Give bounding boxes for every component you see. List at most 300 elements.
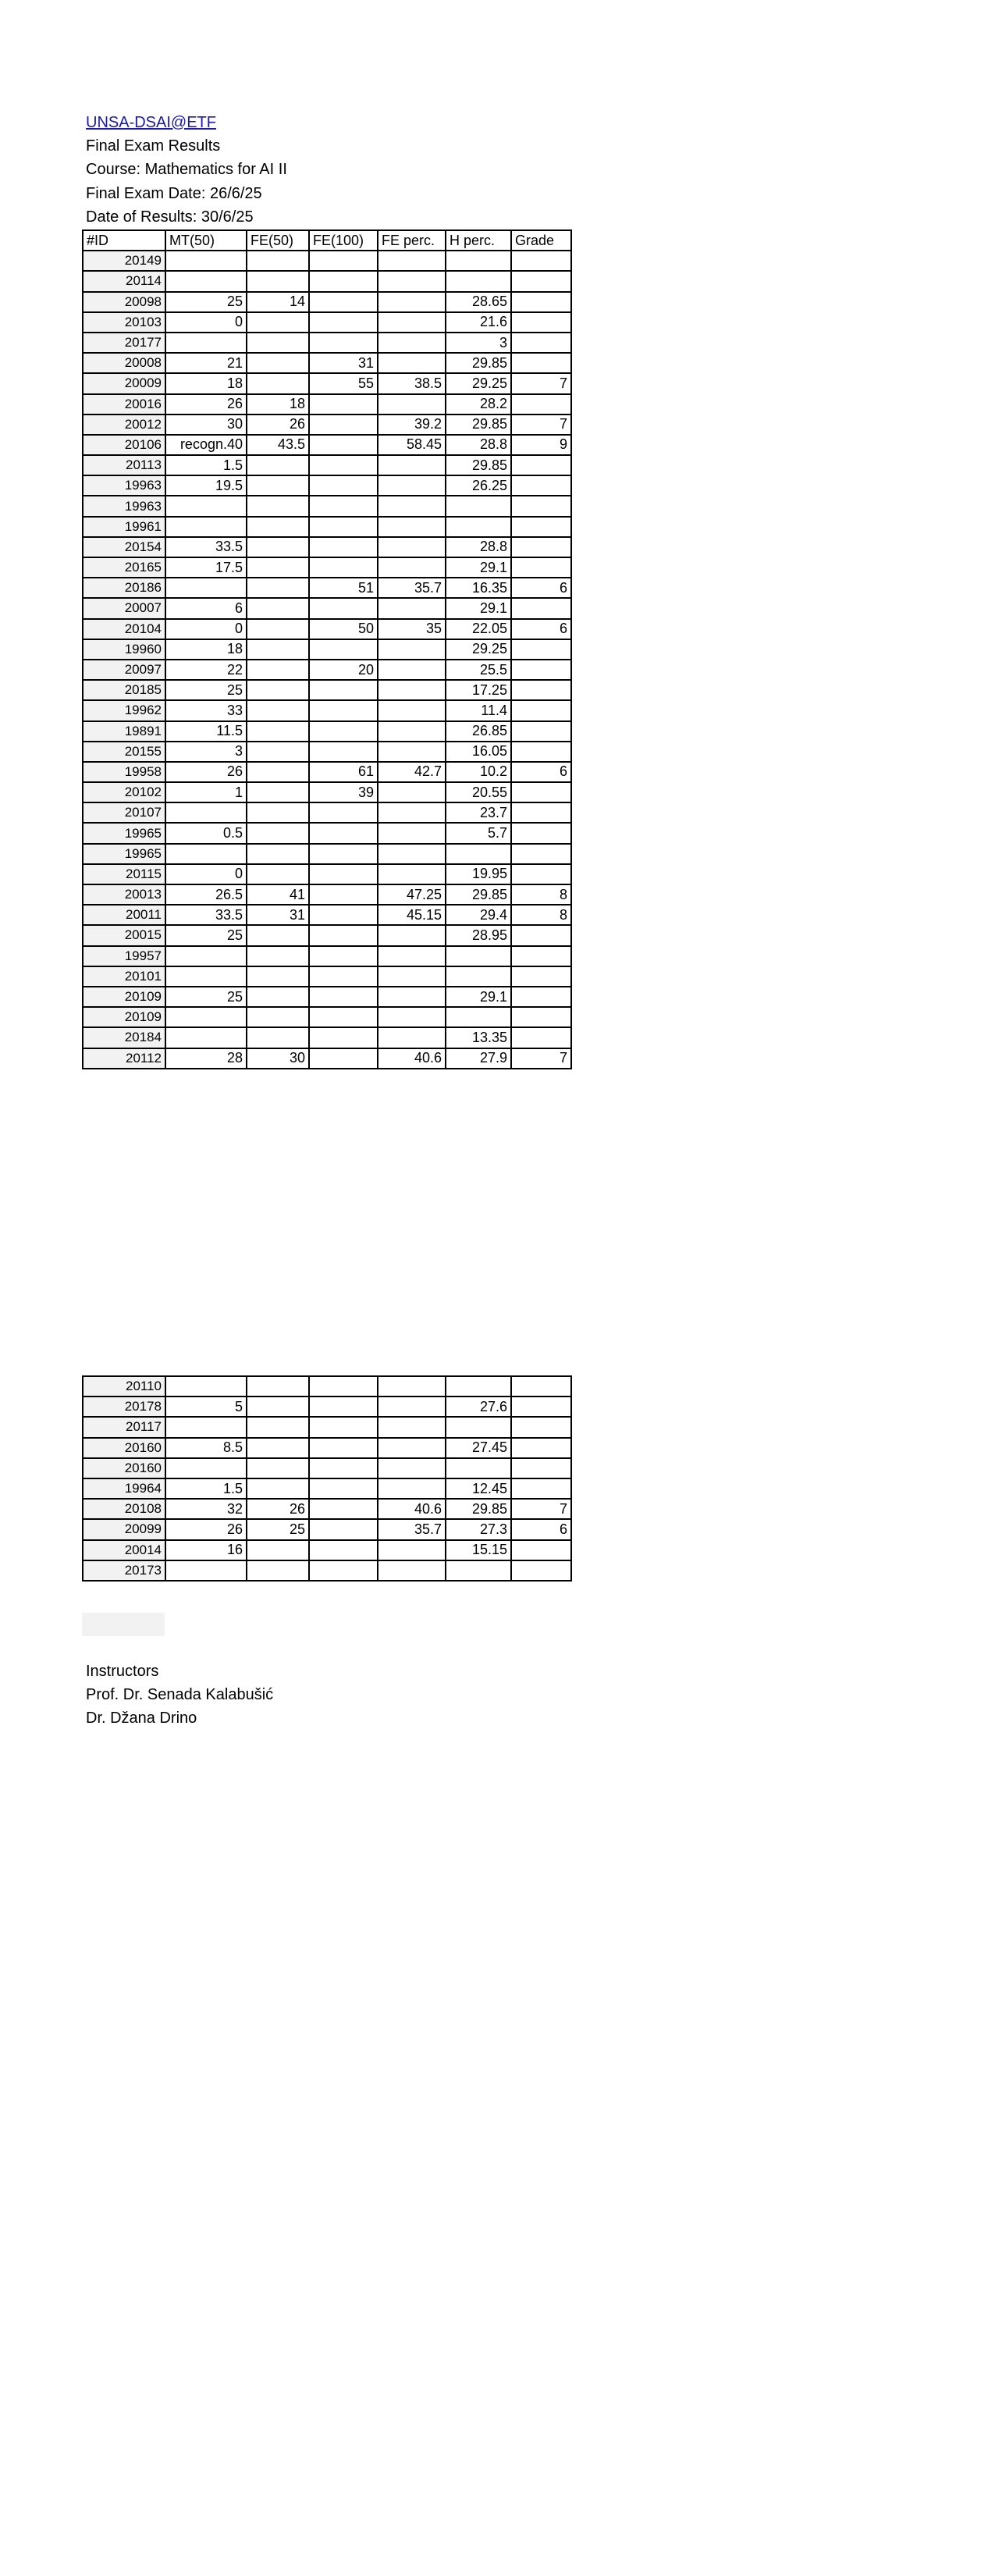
column-header-h-perc: H perc.: [446, 230, 511, 251]
cell-h-perc: [446, 496, 511, 516]
cell-fe50: [247, 700, 309, 720]
cell-id: 20097: [83, 660, 165, 680]
cell-fe-perc: [378, 394, 446, 415]
cell-h-perc: 23.7: [446, 802, 511, 823]
cell-fe100: [309, 1438, 378, 1458]
cell-fe100: [309, 475, 378, 496]
cell-h-perc: 25.5: [446, 660, 511, 680]
table-row: [83, 271, 571, 291]
cell-fe100: [309, 1007, 378, 1027]
table-row: [83, 373, 571, 393]
cell-fe100: [309, 905, 378, 925]
cell-mt50: 25: [165, 292, 247, 312]
cell-fe50: [247, 353, 309, 373]
cell-h-perc: 29.1: [446, 557, 511, 578]
cell-h-perc: 3: [446, 333, 511, 353]
cell-fe-perc: [378, 925, 446, 945]
cell-h-perc: 20.55: [446, 782, 511, 802]
cell-fe-perc: [378, 782, 446, 802]
cell-h-perc: 13.35: [446, 1027, 511, 1048]
cell-grade: [511, 782, 571, 802]
cell-mt50: [165, 966, 247, 987]
cell-mt50: 28: [165, 1048, 247, 1069]
cell-h-perc: 29.25: [446, 639, 511, 660]
cell-h-perc: 21.6: [446, 312, 511, 333]
table-row: [83, 496, 571, 516]
cell-h-perc: 26.85: [446, 721, 511, 742]
cell-h-perc: 29.85: [446, 353, 511, 373]
table-row: [83, 680, 571, 700]
cell-mt50: 26: [165, 394, 247, 415]
cell-mt50: recogn.40: [165, 435, 247, 455]
cell-mt50: 1: [165, 782, 247, 802]
cell-fe100: [309, 925, 378, 945]
cell-id: 20177: [83, 333, 165, 353]
cell-fe100: [309, 1499, 378, 1519]
cell-fe-perc: [378, 660, 446, 680]
cell-fe50: [247, 557, 309, 578]
cell-id: 20160: [83, 1438, 165, 1458]
cell-grade: [511, 251, 571, 271]
cell-h-perc: 19.95: [446, 864, 511, 884]
table-row: [83, 660, 571, 680]
cell-grade: [511, 1458, 571, 1478]
instructor-name: Prof. Dr. Senada Kalabušić: [86, 1686, 274, 1704]
cell-id: 20160: [83, 1458, 165, 1478]
cell-grade: [511, 1417, 571, 1437]
cell-fe50: [247, 619, 309, 639]
instructors-heading: Instructors: [86, 1663, 159, 1680]
cell-id: 20014: [83, 1540, 165, 1560]
cell-fe50: [247, 823, 309, 843]
instructor-name: Dr. Džana Drino: [86, 1710, 197, 1727]
cell-id: 20178: [83, 1397, 165, 1417]
cell-fe100: [309, 557, 378, 578]
cell-mt50: 33.5: [165, 905, 247, 925]
cell-id: 19963: [83, 496, 165, 516]
cell-grade: [511, 475, 571, 496]
table-row: [83, 721, 571, 742]
cell-grade: 8: [511, 905, 571, 925]
cell-mt50: 25: [165, 987, 247, 1007]
cell-fe100: [309, 1397, 378, 1417]
cell-id: 20113: [83, 455, 165, 475]
cell-id: 20103: [83, 312, 165, 333]
cell-h-perc: 27.3: [446, 1519, 511, 1539]
cell-h-perc: 29.1: [446, 598, 511, 618]
cell-id: 20101: [83, 966, 165, 987]
cell-grade: [511, 517, 571, 537]
cell-id: 20184: [83, 1027, 165, 1048]
cell-id: 19964: [83, 1478, 165, 1499]
cell-fe-perc: [378, 680, 446, 700]
cell-grade: 7: [511, 415, 571, 435]
cell-fe100: [309, 700, 378, 720]
cell-grade: [511, 742, 571, 762]
cell-fe50: 41: [247, 884, 309, 905]
cell-mt50: 17.5: [165, 557, 247, 578]
cell-id: 20106: [83, 435, 165, 455]
table-row: [83, 925, 571, 945]
cell-id: 19960: [83, 639, 165, 660]
cell-fe100: 51: [309, 578, 378, 598]
cell-id: 20186: [83, 578, 165, 598]
cell-id: 20107: [83, 802, 165, 823]
cell-grade: [511, 496, 571, 516]
cell-fe-perc: [378, 557, 446, 578]
table-row: [83, 415, 571, 435]
cell-mt50: 33: [165, 700, 247, 720]
cell-h-perc: 29.85: [446, 415, 511, 435]
cell-mt50: 11.5: [165, 721, 247, 742]
cell-id: 20165: [83, 557, 165, 578]
cell-fe-perc: [378, 1478, 446, 1499]
table-row: [83, 802, 571, 823]
cell-fe50: [247, 864, 309, 884]
cell-mt50: 5: [165, 1397, 247, 1417]
cell-grade: [511, 802, 571, 823]
course-name: Course: Mathematics for AI II: [86, 161, 287, 179]
table-row: [83, 1027, 571, 1048]
cell-id: 20099: [83, 1519, 165, 1539]
cell-fe50: 14: [247, 292, 309, 312]
cell-mt50: [165, 251, 247, 271]
cell-fe-perc: [378, 475, 446, 496]
cell-fe50: [247, 660, 309, 680]
cell-fe100: [309, 1027, 378, 1048]
cell-fe50: [247, 333, 309, 353]
cell-id: 20149: [83, 251, 165, 271]
cell-fe50: [247, 966, 309, 987]
cell-fe100: [309, 721, 378, 742]
table-row: [83, 353, 571, 373]
cell-id: 20009: [83, 373, 165, 393]
cell-fe-perc: 47.25: [378, 884, 446, 905]
cell-id: 20013: [83, 884, 165, 905]
cell-h-perc: [446, 1560, 511, 1581]
cell-fe50: [247, 1397, 309, 1417]
cell-id: 20110: [83, 1376, 165, 1397]
cell-fe-perc: 42.7: [378, 762, 446, 782]
cell-fe100: [309, 802, 378, 823]
cell-fe50: [247, 1027, 309, 1048]
cell-fe50: 25: [247, 1519, 309, 1539]
cell-mt50: [165, 333, 247, 353]
table-row: [83, 394, 571, 415]
cell-grade: [511, 844, 571, 864]
cell-fe-perc: 58.45: [378, 435, 446, 455]
cell-fe100: 31: [309, 353, 378, 373]
cell-id: 20016: [83, 394, 165, 415]
cell-grade: [511, 1397, 571, 1417]
cell-grade: [511, 680, 571, 700]
cell-mt50: 25: [165, 680, 247, 700]
cell-fe-perc: [378, 333, 446, 353]
cell-id: 20114: [83, 271, 165, 291]
cell-mt50: [165, 1560, 247, 1581]
column-header-grade: Grade: [511, 230, 571, 251]
cell-fe100: [309, 680, 378, 700]
cell-h-perc: [446, 946, 511, 966]
table-row: [83, 1417, 571, 1437]
cell-mt50: 0: [165, 619, 247, 639]
cell-grade: 9: [511, 435, 571, 455]
cell-fe100: [309, 517, 378, 537]
table-row: [83, 884, 571, 905]
cell-fe-perc: 45.15: [378, 905, 446, 925]
document-title: Final Exam Results: [86, 137, 221, 155]
cell-fe100: [309, 966, 378, 987]
table-row: [83, 598, 571, 618]
unsa-dsai-link[interactable]: UNSA-DSAI@ETF: [86, 114, 216, 131]
cell-mt50: [165, 578, 247, 598]
cell-fe-perc: 39.2: [378, 415, 446, 435]
cell-mt50: 33.5: [165, 537, 247, 557]
cell-fe-perc: 40.6: [378, 1499, 446, 1519]
table-row: [83, 782, 571, 802]
cell-fe100: [309, 1376, 378, 1397]
cell-fe50: [247, 680, 309, 700]
cell-fe50: 26: [247, 415, 309, 435]
cell-grade: [511, 312, 571, 333]
cell-grade: 6: [511, 1519, 571, 1539]
table-row: [83, 844, 571, 864]
cell-fe-perc: [378, 1376, 446, 1397]
cell-h-perc: 29.1: [446, 987, 511, 1007]
cell-fe-perc: [378, 537, 446, 557]
cell-mt50: [165, 1027, 247, 1048]
cell-grade: [511, 987, 571, 1007]
cell-fe-perc: [378, 598, 446, 618]
cell-fe100: [309, 292, 378, 312]
cell-fe50: [247, 1540, 309, 1560]
cell-mt50: 18: [165, 639, 247, 660]
cell-fe50: [247, 1417, 309, 1437]
cell-grade: 6: [511, 762, 571, 782]
cell-fe50: 43.5: [247, 435, 309, 455]
cell-fe50: [247, 517, 309, 537]
table-row: [83, 578, 571, 598]
cell-fe100: 20: [309, 660, 378, 680]
cell-fe-perc: [378, 946, 446, 966]
table-row: [83, 517, 571, 537]
cell-h-perc: 27.6: [446, 1397, 511, 1417]
results-table-continued: [82, 1375, 572, 1582]
cell-id: 20154: [83, 537, 165, 557]
cell-fe-perc: [378, 700, 446, 720]
cell-fe-perc: [378, 823, 446, 843]
cell-grade: [511, 333, 571, 353]
table-row: [83, 537, 571, 557]
column-header-fe-perc: FE perc.: [378, 230, 446, 251]
cell-fe50: [247, 271, 309, 291]
cell-fe100: [309, 312, 378, 333]
column-header-mt50: MT(50): [165, 230, 247, 251]
cell-grade: [511, 946, 571, 966]
cell-id: 20012: [83, 415, 165, 435]
cell-fe100: [309, 1458, 378, 1478]
cell-grade: 6: [511, 578, 571, 598]
cell-h-perc: 27.45: [446, 1438, 511, 1458]
cell-grade: [511, 925, 571, 945]
results-table: [82, 229, 572, 1069]
cell-id: 19961: [83, 517, 165, 537]
cell-mt50: 30: [165, 415, 247, 435]
table-row: [83, 292, 571, 312]
table-row: [83, 1540, 571, 1560]
cell-grade: [511, 721, 571, 742]
cell-mt50: 26: [165, 1519, 247, 1539]
cell-fe50: [247, 537, 309, 557]
cell-mt50: [165, 802, 247, 823]
table-row: [83, 333, 571, 353]
cell-mt50: [165, 1417, 247, 1437]
cell-fe100: [309, 271, 378, 291]
cell-mt50: 22: [165, 660, 247, 680]
cell-h-perc: 29.4: [446, 905, 511, 925]
cell-fe50: [247, 598, 309, 618]
cell-h-perc: 22.05: [446, 619, 511, 639]
cell-fe-perc: [378, 517, 446, 537]
cell-h-perc: 29.85: [446, 1499, 511, 1519]
cell-fe100: 50: [309, 619, 378, 639]
instructors-section: [86, 1660, 273, 1731]
exam-date: Final Exam Date: 26/6/25: [86, 184, 262, 202]
cell-mt50: [165, 517, 247, 537]
cell-id: 20015: [83, 925, 165, 945]
column-header-id: #ID: [83, 230, 165, 251]
cell-grade: [511, 1376, 571, 1397]
cell-grade: [511, 1438, 571, 1458]
cell-fe50: [247, 987, 309, 1007]
table-row: [83, 823, 571, 843]
cell-fe50: 31: [247, 905, 309, 925]
table-row: [83, 864, 571, 884]
cell-grade: [511, 537, 571, 557]
cell-fe50: [247, 844, 309, 864]
cell-grade: [511, 1027, 571, 1048]
cell-grade: [511, 864, 571, 884]
cell-fe50: [247, 1438, 309, 1458]
cell-fe50: [247, 639, 309, 660]
cell-h-perc: [446, 271, 511, 291]
cell-mt50: [165, 1458, 247, 1478]
cell-fe-perc: [378, 844, 446, 864]
cell-mt50: 25: [165, 925, 247, 945]
cell-fe50: [247, 782, 309, 802]
cell-id: 20112: [83, 1048, 165, 1069]
cell-h-perc: 28.65: [446, 292, 511, 312]
cell-grade: [511, 1007, 571, 1027]
table-row: [83, 557, 571, 578]
cell-fe-perc: [378, 251, 446, 271]
cell-grade: [511, 598, 571, 618]
cell-fe-perc: [378, 864, 446, 884]
table-row: [83, 435, 571, 455]
cell-fe100: [309, 537, 378, 557]
cell-mt50: 1.5: [165, 455, 247, 475]
cell-fe-perc: [378, 1417, 446, 1437]
cell-grade: [511, 966, 571, 987]
cell-id: 20115: [83, 864, 165, 884]
cell-fe-perc: [378, 742, 446, 762]
cell-h-perc: [446, 1376, 511, 1397]
cell-mt50: 19.5: [165, 475, 247, 496]
cell-id: 19958: [83, 762, 165, 782]
cell-fe-perc: [378, 1027, 446, 1048]
cell-fe50: [247, 475, 309, 496]
cell-fe50: [247, 251, 309, 271]
cell-fe-perc: [378, 496, 446, 516]
table-row: [83, 1376, 571, 1397]
cell-fe50: [247, 1007, 309, 1027]
cell-fe-perc: [378, 1560, 446, 1581]
cell-mt50: [165, 496, 247, 516]
cell-grade: [511, 1540, 571, 1560]
table-row: [83, 742, 571, 762]
cell-fe-perc: 40.6: [378, 1048, 446, 1069]
cell-id: 20104: [83, 619, 165, 639]
cell-fe-perc: [378, 1397, 446, 1417]
cell-fe50: [247, 578, 309, 598]
cell-fe100: [309, 394, 378, 415]
cell-fe50: [247, 1478, 309, 1499]
cell-mt50: [165, 946, 247, 966]
cell-mt50: [165, 844, 247, 864]
cell-fe50: [247, 802, 309, 823]
cell-h-perc: 29.85: [446, 884, 511, 905]
table-row: [83, 251, 571, 271]
cell-fe100: [309, 1417, 378, 1437]
cell-fe100: [309, 455, 378, 475]
cell-id: 20007: [83, 598, 165, 618]
cell-mt50: 8.5: [165, 1438, 247, 1458]
cell-fe50: [247, 312, 309, 333]
table-row: [83, 1560, 571, 1581]
table-row: [83, 1478, 571, 1499]
cell-fe50: 30: [247, 1048, 309, 1069]
cell-mt50: [165, 1376, 247, 1397]
table-row: [83, 1007, 571, 1027]
cell-fe-perc: [378, 987, 446, 1007]
cell-h-perc: [446, 251, 511, 271]
cell-fe50: [247, 1458, 309, 1478]
column-header-fe50: FE(50): [247, 230, 309, 251]
cell-fe50: [247, 455, 309, 475]
cell-fe-perc: [378, 1458, 446, 1478]
cell-h-perc: 11.4: [446, 700, 511, 720]
cell-h-perc: 29.85: [446, 455, 511, 475]
cell-mt50: 1.5: [165, 1478, 247, 1499]
cell-h-perc: 28.95: [446, 925, 511, 945]
cell-fe100: [309, 884, 378, 905]
cell-mt50: 3: [165, 742, 247, 762]
cell-mt50: 0: [165, 312, 247, 333]
cell-fe100: [309, 1560, 378, 1581]
results-date: Date of Results: 30/6/25: [86, 208, 254, 226]
cell-fe100: [309, 864, 378, 884]
cell-id: 20109: [83, 1007, 165, 1027]
cell-id: 19965: [83, 823, 165, 843]
cell-grade: [511, 353, 571, 373]
table-row: [83, 475, 571, 496]
cell-id: 19963: [83, 475, 165, 496]
table-row: [83, 1519, 571, 1539]
table-row: [83, 619, 571, 639]
table-row: [83, 1458, 571, 1478]
cell-fe50: 18: [247, 394, 309, 415]
cell-fe100: [309, 415, 378, 435]
